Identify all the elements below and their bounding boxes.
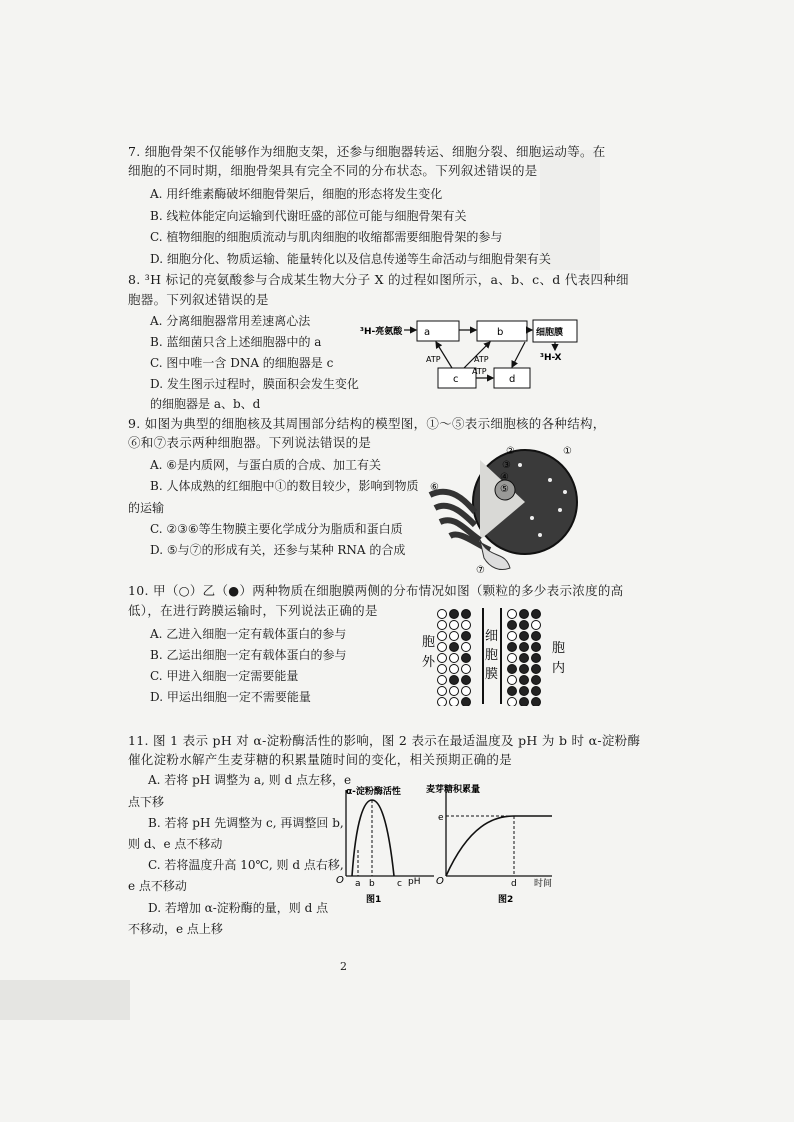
particle [520,621,529,630]
q9-option-c: C. ②③⑥等生物膜主要化学成分为脂质和蛋白质 [150,522,403,536]
fig2-caption: 图2 [498,895,514,905]
label-6: ⑥ [430,482,439,493]
fig1-ylabel: α-淀粉酶活性 [346,787,401,797]
particle [508,665,517,674]
q10-membrane-diagram [420,606,582,706]
atp-label-cb: ATP [474,355,489,364]
particle [520,643,529,652]
particle [532,621,541,630]
q9-stem-1: 9. 如图为典型的细胞核及其周围部分结构的模型图，①～⑤表示细胞核的各种结构， [128,416,606,431]
fig1-origin: O [336,875,344,886]
particle [520,698,529,707]
page-number: 2 [340,960,347,973]
particle [520,687,529,696]
particle [508,643,517,652]
particle [520,676,529,685]
q7-option-b: B. 线粒体能定向运输到代谢旺盛的部位可能与细胞骨架有关 [150,209,467,223]
particle [450,698,459,707]
q11-option-a-cont: 点下移 [128,795,165,809]
particle [462,643,471,652]
outside-char-2: 外 [422,655,436,670]
particle [520,632,529,641]
label-5: ⑤ [500,484,509,495]
particle [520,665,529,674]
q9-option-b: B. 人体成熟的红细胞中①的数目较少，影响到物质 [150,479,419,493]
particle [532,687,541,696]
atp-label-ca: ATP [426,355,441,364]
particle [462,676,471,685]
particle [532,610,541,619]
inside-char-1: 胞 [552,641,566,656]
particle [532,676,541,685]
fig1-graph [336,785,434,905]
particle [450,687,459,696]
fig2-graph [426,783,552,905]
particle [438,632,447,641]
particle [450,676,459,685]
label-2: ② [506,446,515,457]
q8-start-label: ³H-亮氨酸 [360,327,403,337]
fig2-curve [446,816,552,876]
particle [450,643,459,652]
particle [508,698,517,707]
membrane-char-2: 胞 [485,648,499,663]
q8-option-d: D. 发生图示过程时，膜面积会发生变化 [150,377,359,391]
particle [532,632,541,641]
particle [450,665,459,674]
q7-stem-1: 7. 细胞骨架不仅能够作为细胞支架，还参与细胞器转运、细胞分裂、细胞运动等。在 [128,144,606,159]
particle [508,621,517,630]
q11-option-b: B. 若将 pH 先调整为 c, 再调整回 b, [148,816,344,830]
q11-option-a: A. 若将 pH 调整为 a, 则 d 点左移，e [148,773,352,787]
q11-stem-2: 催化淀粉水解产生麦芽糖的积累量随时间的变化，相关预期正确的是 [128,752,513,767]
particle [532,698,541,707]
q11-option-c: C. 若将温度升高 10℃, 则 d 点右移, [148,858,344,872]
fig1-curve [352,800,394,876]
q11-option-d-cont: 不移动，e 点上移 [128,922,223,936]
particle [508,676,517,685]
particle [462,632,471,641]
particle [508,654,517,663]
q7-option-d: D. 细胞分化、物质运输、能量转化以及信息传递等生命活动与细胞骨架有关 [150,252,551,266]
q10-option-b: B. 乙运出细胞一定有载体蛋白的参与 [150,648,347,662]
q8-organelle-diagram [360,316,590,396]
label-1: ① [563,446,572,457]
q11-figures [334,780,564,908]
fig1-tick-c: c [397,879,402,889]
particle [532,654,541,663]
particle [462,687,471,696]
particle [438,665,447,674]
fig1-tick-b: b [369,879,375,889]
q9-nucleus-diagram [420,440,580,580]
scan-smudge [0,980,130,1020]
particle [438,687,447,696]
q8-option-b: B. 蓝细菌只含上述细胞器中的 a [150,335,322,349]
organelle-a-label: a [424,327,431,338]
q10-option-a: A. 乙进入细胞一定有载体蛋白的参与 [150,627,347,641]
particle [462,665,471,674]
q8-option-a: A. 分离细胞器常用差速离心法 [150,314,311,328]
q8-stem-2: 胞器。下列叙述错误的是 [128,292,269,307]
outside-char-1: 胞 [422,635,436,650]
q10-option-d: D. 甲运出细胞一定不需要能量 [150,690,311,704]
label-4: ④ [500,472,509,483]
membrane-char-3: 膜 [485,667,499,682]
particle [438,676,447,685]
inside-char-2: 内 [552,661,566,676]
organelle-b-label: b [497,327,504,338]
particle [462,621,471,630]
particle [532,643,541,652]
q7-stem-2: 细胞的不同时期，细胞骨架具有完全不同的分布状态。下列叙述错误的是 [128,163,538,178]
fig2-ylabel: 麦芽糖积累量 [426,785,481,795]
q10-option-c: C. 甲进入细胞一定需要能量 [150,669,299,683]
particle [508,687,517,696]
particle [438,698,447,707]
q9-option-b-cont: 的运输 [128,501,165,515]
fig1-tick-a: a [355,879,361,889]
cell-membrane-label: 细胞膜 [536,328,564,338]
particle [462,654,471,663]
particle [450,621,459,630]
particle [508,632,517,641]
organelle-d-label: d [509,374,516,385]
organelle-c-label: c [453,374,459,385]
fig1-xlabel: pH [408,877,421,887]
q9-option-d: D. ⑤与⑦的形成有关，还参与某种 RNA 的合成 [150,543,406,557]
particle [438,654,447,663]
particle [520,610,529,619]
q7-option-c: C. 植物细胞的细胞质流动与肌肉细胞的收缩都需要细胞骨架的参与 [150,230,503,244]
fig2-d-label: d [511,879,517,889]
particle [520,654,529,663]
q7-option-a: A. 用纤维素酶破坏细胞骨架后，细胞的形态将发生变化 [150,187,443,201]
particle [438,610,447,619]
particle [450,654,459,663]
q9-stem-2: ⑥和⑦表示两种细胞器。下列说法错误的是 [128,435,372,450]
q8-stem-1: 8. ³H 标记的亮氨酸参与合成某生物大分子 X 的过程如图所示，a、b、c、d 代表四种细 [128,272,629,287]
atp-label-cd: ATP [472,367,487,376]
particle [438,643,447,652]
q11-option-b-cont: 则 d、e 点不移动 [128,837,223,851]
q11-stem-1: 11. 图 1 表示 pH 对 α-淀粉酶活性的影响，图 2 表示在最适温度及 pH 为 b 时 α-淀粉酶 [128,733,641,748]
particle [508,610,517,619]
q8-option-c: C. 图中唯一含 DNA 的细胞器是 c [150,356,334,370]
fig1-caption: 图1 [366,895,382,905]
label-3: ③ [502,460,511,471]
membrane-char-1: 细 [485,629,499,644]
particle [450,610,459,619]
particle [450,632,459,641]
particle [462,610,471,619]
label-7: ⑦ [476,565,485,576]
fig2-xlabel: 时间 [534,879,553,889]
particle [462,698,471,707]
q11-option-c-cont: e 点不移动 [128,879,187,893]
q10-stem-1: 10. 甲（○）乙（●）两种物质在细胞膜两侧的分布情况如图（颗粒的多少表示浓度的高 [128,583,624,598]
q9-option-a: A. ⑥是内质网，与蛋白质的合成、加工有关 [150,458,382,472]
fig2-e-label: e [438,813,444,823]
q10-stem-2: 低），在进行跨膜运输时，下列说法正确的是 [128,603,378,618]
q11-option-d: D. 若增加 α-淀粉酶的量，则 d 点 [148,901,329,915]
particle [532,665,541,674]
fig2-origin: O [436,876,444,887]
product-label: ³H-X [540,353,562,363]
q8-option-d-cont: 的细胞器是 a、b、d [150,397,261,411]
particle [438,621,447,630]
